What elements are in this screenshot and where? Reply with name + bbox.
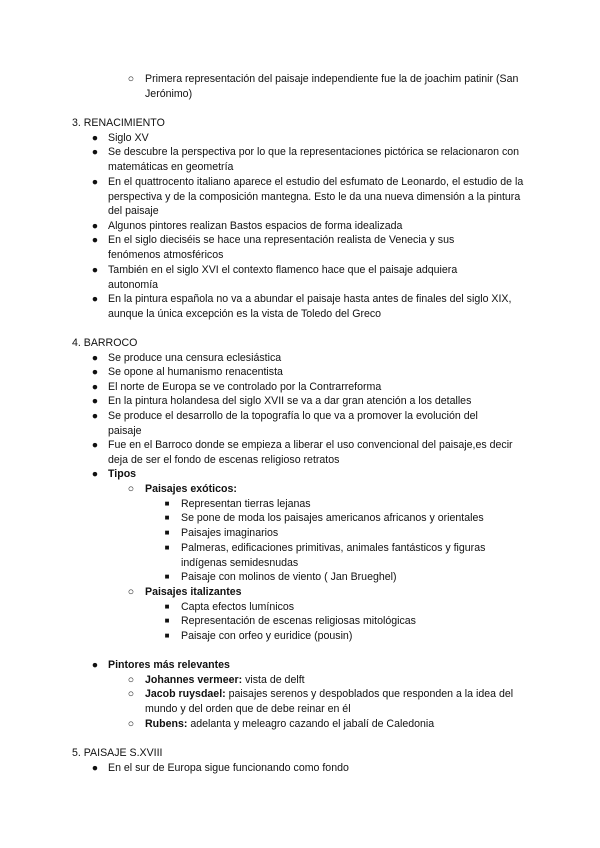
- sub-sub-item-text: Paisajes imaginarios: [181, 527, 279, 539]
- list-item-text: En la pintura española no va a abundar el paisaje hasta antes de finales del siglo XIX, aunque la única excepción es la vista de Toledo del Greco: [108, 293, 512, 320]
- bullet-dot: ●: [91, 146, 99, 158]
- sub-sub-item-text: Representan tierras lejanas: [181, 498, 311, 510]
- sub-sub-item-text: Se pone de moda los paisajes americanos africanos y orientales: [181, 512, 484, 524]
- list-item-text: El norte de Europa se ve controlado por la Contrarreforma: [108, 381, 382, 393]
- exoticos-label: Paisajes exóticos:: [145, 483, 237, 495]
- bullet-dot: ●: [91, 439, 99, 451]
- bullet-circle: ○: [127, 674, 135, 686]
- list-item-text: Algunos pintores realizan Bastos espacios de forma idealizada: [108, 220, 403, 232]
- pintor-desc: vista de delft: [242, 674, 305, 686]
- list-item-text: En el quattrocento italiano aparece el estudio del esfumato de Leonardo, el estudio de la perspectiva y de la composición mantegna. Esto le da una nueva dimensión a la pintura del paisaje: [108, 176, 524, 218]
- bullet-square: ■: [164, 513, 170, 522]
- bullet-circle: ○: [127, 718, 135, 730]
- bullet-square: ■: [164, 528, 170, 537]
- section-heading-barroco: 4. BARROCO: [72, 337, 138, 349]
- sub-sub-item-text: Representación de escenas religiosas mitológicas: [181, 615, 416, 627]
- bullet-dot: ●: [91, 264, 99, 276]
- bullet-dot: ●: [91, 410, 99, 422]
- list-item-text: En el siglo dieciséis se hace una representación realista de Venecia y sus fenómenos atmosféricos: [108, 234, 455, 261]
- italizantes-label: Paisajes italizantes: [145, 586, 242, 598]
- bullet-dot: ●: [91, 220, 99, 232]
- bullet-circle: ○: [127, 688, 135, 700]
- list-item-text: En la pintura holandesa del siglo XVII se va a dar gran atención a los detalles: [108, 395, 472, 407]
- bullet-dot: ●: [91, 176, 99, 188]
- bullet-dot: ●: [91, 395, 99, 407]
- list-item-text: Siglo XV: [108, 132, 149, 144]
- list-item-text: Fue en el Barroco donde se empieza a liberar el uso convencional del paisaje,es decir deja de ser el fondo de escenas religioso retratos: [108, 439, 513, 466]
- bullet-square: ■: [164, 602, 170, 611]
- list-item-text: Se produce el desarrollo de la topografía lo que va a promover la evolución del paisaje: [108, 410, 478, 437]
- bullet-square: ■: [164, 631, 170, 640]
- tipos-label: Tipos: [108, 468, 137, 480]
- sub-sub-item-text: Paisaje con orfeo y euridice (pousin): [181, 630, 353, 642]
- pintor-desc: paisajes serenos y despoblados que responden a la idea del mundo y del orden que de debe reinar en él: [145, 688, 514, 715]
- list-item-text: Se opone al humanismo renacentista: [108, 366, 283, 378]
- bullet-dot: ●: [91, 762, 99, 774]
- bullet-dot: ●: [91, 352, 99, 364]
- bullet-square: ■: [164, 616, 170, 625]
- bullet-dot: ●: [91, 234, 99, 246]
- list-item-text: En el sur de Europa sigue funcionando como fondo: [108, 762, 349, 774]
- pintor-name: Jacob ruysdael:: [145, 688, 226, 700]
- bullet-dot: ●: [91, 366, 99, 378]
- sub-sub-item-text: Palmeras, edificaciones primitivas, animales fantásticos y figuras indígenas semidesnudas: [181, 542, 486, 569]
- bullet-dot: ●: [91, 468, 99, 480]
- bullet-dot: ●: [91, 293, 99, 305]
- bullet-circle: ○: [127, 483, 135, 495]
- bullet-dot: ●: [91, 381, 99, 393]
- bullet-circle: ○: [127, 73, 135, 85]
- sub-sub-item-text: Capta efectos lumínicos: [181, 601, 295, 613]
- list-item-text: Se produce una censura eclesiástica: [108, 352, 282, 364]
- bullet-square: ■: [164, 499, 170, 508]
- sub-sub-item-text: Paisaje con molinos de viento ( Jan Brueghel): [181, 571, 397, 583]
- section-heading-renacimiento: 3. RENACIMIENTO: [72, 117, 165, 129]
- pintor-name: Rubens:: [145, 718, 188, 730]
- bullet-square: ■: [164, 572, 170, 581]
- pintor-desc: adelanta y meleagro cazando el jabalí de Caledonia: [187, 718, 435, 730]
- bullet-dot: ●: [91, 132, 99, 144]
- list-item-text: También en el siglo XVI el contexto flamenco hace que el paisaje adquiera autonomía: [108, 264, 458, 291]
- bullet-dot: ●: [91, 659, 99, 671]
- bullet-circle: ○: [127, 586, 135, 598]
- list-item-text: Se descubre la perspectiva por lo que la representaciones pictórica se relacionaron con matemáticas en geometría: [108, 146, 520, 173]
- section-heading-paisaje-xviii: 5. PAISAJE S.XVIII: [72, 747, 163, 759]
- bullet-square: ■: [164, 543, 170, 552]
- pintores-label: Pintores más relevantes: [108, 659, 230, 671]
- pintor-name: Johannes vermeer:: [145, 674, 243, 686]
- intro-text: Primera representación del paisaje independiente fue la de joachim patinir (San Jerónimo): [145, 73, 519, 100]
